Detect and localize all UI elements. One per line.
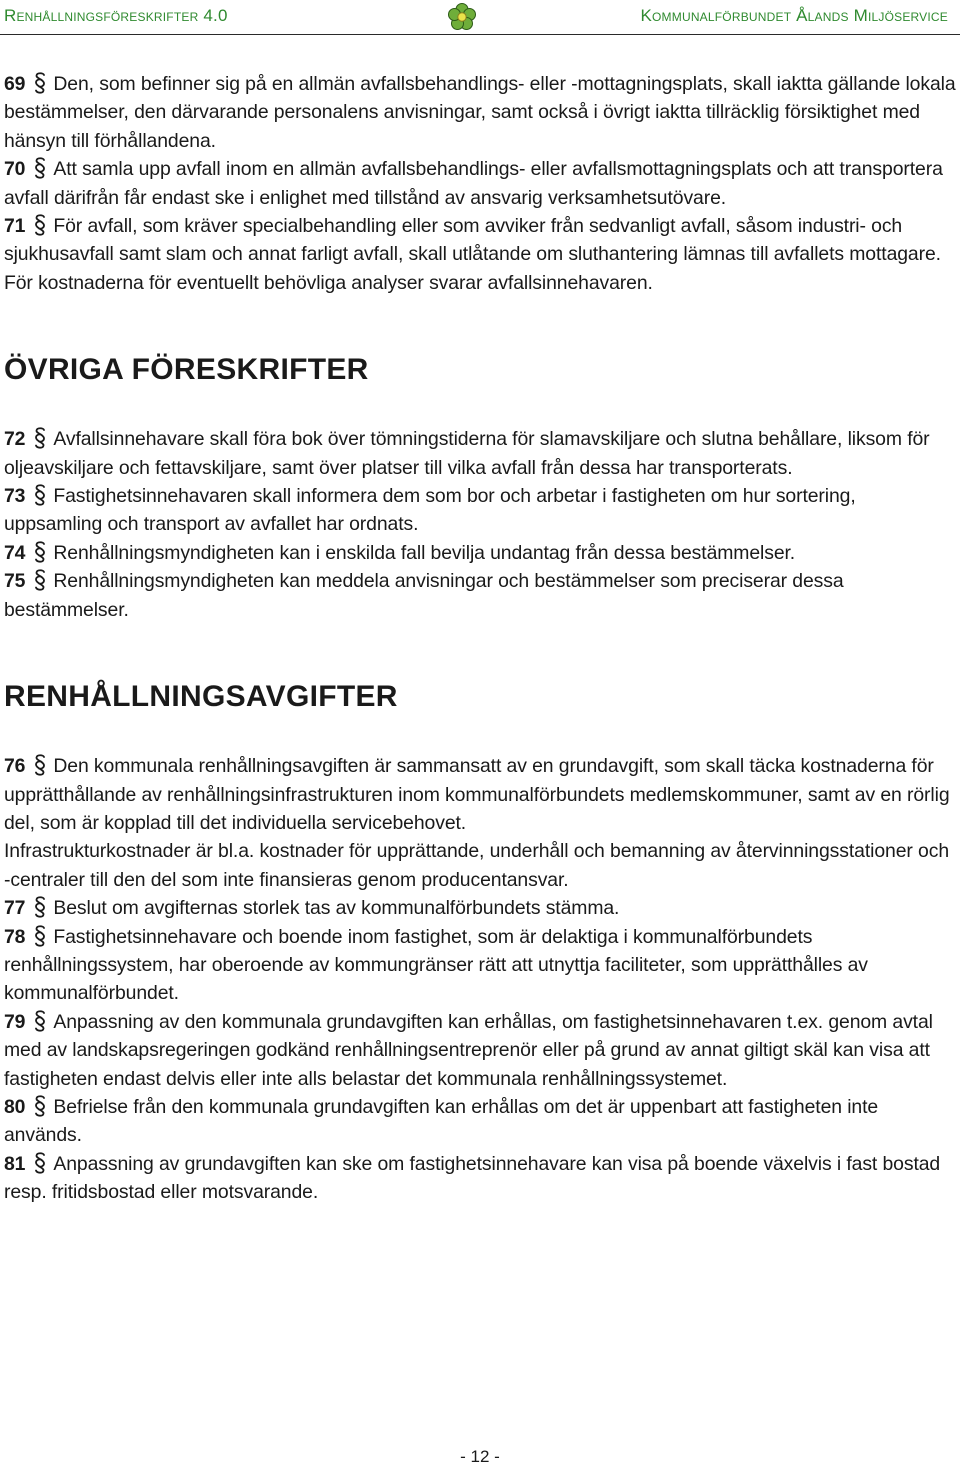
regulation-paragraph [4,837,956,894]
paragraph-text: Anpassning av grundavgiften kan ske om fastighetsinnehavare kan visa på boende växelvis i fast bostad resp. fritidsbostad eller motsvarande. [4,1152,941,1204]
page-header [0,0,960,35]
paragraph-text: För avfall, som kräver specialbehandling eller som avviker från sedvanligt avfall, såsom industri- och sjukhusavfall samt slam och annat farligt avfall, skall utlåtande om sluthantering lämnas till avfallets mottagare. För kostnaderna för eventuellt behövliga analyser svarar avfallsinnehavaren. [4,215,941,294]
section-sign-icon [33,70,47,98]
paragraph-text: Den kommunala renhållningsavgiften är sammansatt av en grundavgift, som skall täcka kostnaderna för upprätthållande av renhållningsinfrastrukturen inom kommunalförbundets medlemskommuner, samt av en rörlig del, som är kopplad till det individuella servicebehovet. [4,755,950,834]
paragraph-number: 76 [4,755,26,778]
regulation-paragraph [4,212,956,297]
paragraph-number: 79 [4,1010,26,1033]
paragraph-number: 71 [4,215,26,238]
section-sign-icon [33,1008,47,1036]
paragraph-number: 74 [4,541,26,564]
paragraph-text: Beslut om avgifternas storlek tas av kommunalförbundets stämma. [53,897,620,920]
section-heading: ÖVRIGA FÖRESKRIFTER [4,353,369,387]
section-sign-icon [33,752,47,780]
paragraph-number: 77 [4,897,26,920]
paragraph-text: Den, som befinner sig på en allmän avfallsbehandlings- eller -mottagningsplats, skall iaktta gällande lokala bestämmelser, den därvarande personalens anvisningar, samt också i övrigt iaktta tillräcklig försiktighet med hänsyn till förhållandena. [4,73,956,152]
section-heading: RENHÅLLNINGSAVGIFTER [4,680,398,714]
regulation-paragraph [4,70,956,155]
regulation-paragraph [4,425,956,482]
header-document-title: Renhållningsföreskrifter 4.0 [4,6,228,25]
paragraph-text: Renhållningsmyndigheten kan meddela anvisningar och bestämmelser som preciserar dessa bestämmelser. [4,570,844,621]
regulation-paragraph [4,752,956,837]
regulation-paragraph [4,1008,956,1093]
regulation-paragraph [4,567,956,624]
document-body [4,70,956,1207]
paragraph-text: Befrielse från den kommunala grundavgiften kan erhållas om det är uppenbart att fastigheten inte används. [4,1095,879,1147]
section-sign-icon [33,155,47,183]
header-organization: Kommunalförbundet Ålands Miljöservice [640,6,948,25]
paragraph-number: 80 [4,1095,26,1118]
section-sign-icon [33,1150,47,1178]
section-sign-icon [33,539,47,567]
paragraph-number: 72 [4,428,26,451]
paragraph-number: 81 [4,1152,26,1175]
regulation-paragraph [4,923,956,1008]
paragraph-number: 75 [4,570,26,593]
flower-logo-icon [447,2,477,32]
paragraph-text: Anpassning av den kommunala grundavgiften kan erhållas, om fastighetsinnehavaren t.ex. genom avtal med av landskapsregeringen godkänd renhållningsentreprenör eller på grund av annat giltigt skäl kan visa att fastigheten endast delvis eller inte alls belastar det kommunala renhållningssystemet. [4,1010,933,1090]
regulation-paragraph [4,894,956,922]
regulation-paragraph [4,1093,956,1150]
section-sign-icon [33,923,47,951]
section-sign-icon [33,482,47,510]
paragraph-text: Att samla upp avfall inom en allmän avfallsbehandlings- eller avfallsmottagningsplats och att transportera avfall därifrån får endast ske i enlighet med tillstånd av ansvarig verksamhetsutövare. [4,158,943,209]
section-sign-icon [33,425,47,453]
section-sign-icon [33,567,47,595]
paragraph-text: Infrastrukturkostnader är bl.a. kostnader för upprättande, underhåll och bemanning av återvinningsstationer och -centraler till den del som inte finansieras genom producentansvar. [4,840,949,891]
paragraph-text: Renhållningsmyndigheten kan i enskilda fall bevilja undantag från dessa bestämmelser. [53,541,796,564]
regulation-paragraph [4,1150,956,1207]
paragraph-text: Fastighetsinnehavare och boende inom fastighet, som är delaktiga i kommunalförbundets renhållningssystem, har oberoende av kommungränser rätt att utnyttja faciliteter, som upprätthålles av kommunalförbundet. [4,925,868,1005]
paragraph-text: Fastighetsinnehavaren skall informera dem som bor och arbetar i fastigheten om hur sortering, uppsamling och transport av avfallet har ordnats. [4,485,856,536]
section-sign-icon [33,894,47,922]
paragraph-number: 69 [4,73,26,95]
regulation-paragraph [4,482,956,539]
paragraph-number: 78 [4,925,26,948]
section-sign-icon [33,1093,47,1121]
page-number: - 12 - [460,1447,500,1466]
section-sign-icon [33,212,47,240]
paragraph-number: 73 [4,485,26,508]
paragraph-text: Avfallsinnehavare skall föra bok över tömningstiderna för slamavskiljare och slutna behållare, liksom för oljeavskiljare och fettavskiljare, samt över platser till vilka avfall från dessa har transporterats. [4,428,930,479]
regulation-paragraph [4,155,956,212]
paragraph-number: 70 [4,158,26,181]
regulation-paragraph [4,539,956,567]
